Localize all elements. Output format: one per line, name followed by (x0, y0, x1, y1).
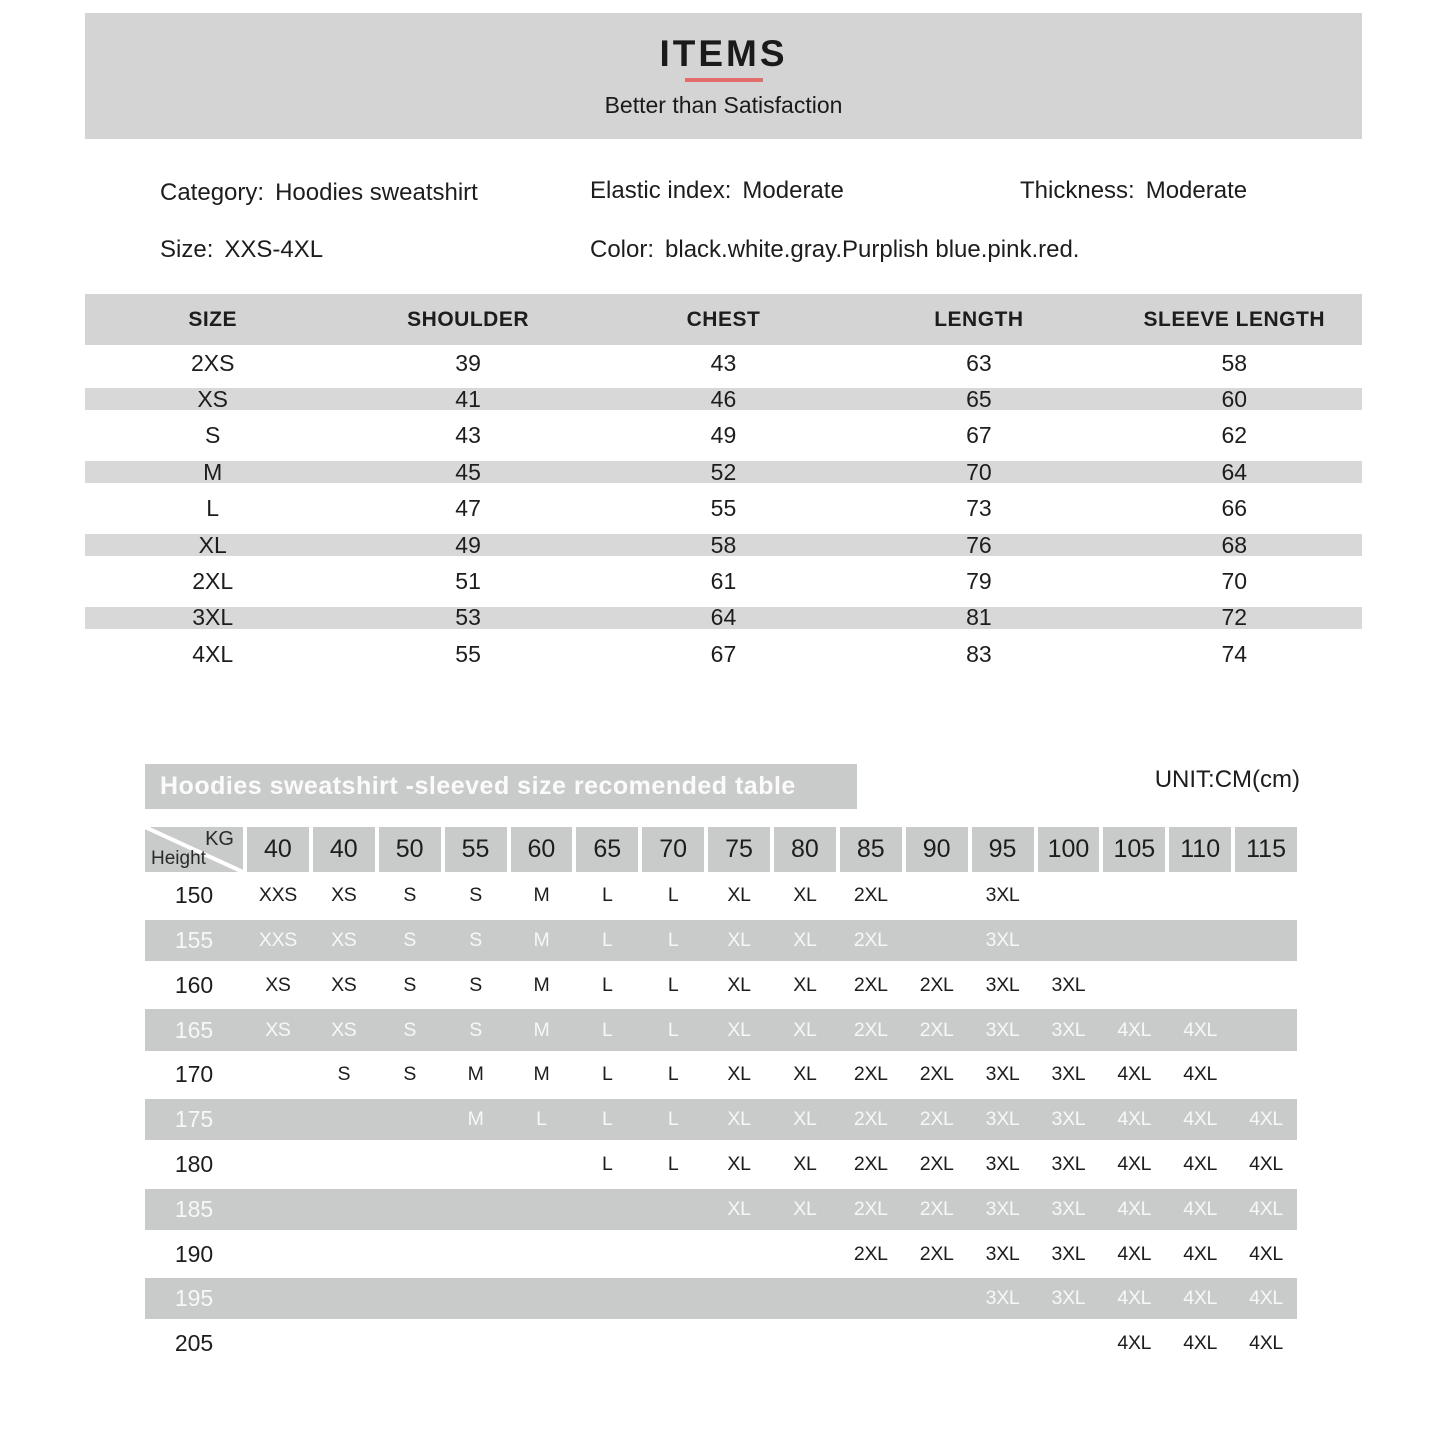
elastic-index-label: Elastic index: (590, 177, 732, 204)
recommended-size-cell: XL (727, 1063, 751, 1086)
recommended-size-cell: M (533, 884, 550, 907)
recommended-size-cell: 2XL (919, 1152, 954, 1175)
thickness-label: Thickness: (1020, 177, 1135, 204)
measurement-cell: 53 (455, 604, 481, 631)
recommend-table-row (145, 1233, 1297, 1274)
recommended-size-cell: 3XL (985, 1018, 1020, 1041)
recommended-size-cell: 2XL (853, 1108, 888, 1131)
size-table-row (85, 345, 1362, 381)
size-table-column-header: SIZE (188, 307, 238, 331)
measurement-cell: 68 (1221, 531, 1248, 558)
recommend-table-row (145, 875, 1297, 916)
weight-column-header: 100 (1038, 827, 1100, 872)
recommended-size-cell: XS (331, 973, 357, 996)
recommended-size-cell: 3XL (1051, 1197, 1086, 1220)
recommend-table-title: Hoodies sweatshirt -sleeved size recomended table (145, 764, 857, 809)
recommended-size-cell: L (667, 1108, 679, 1131)
measurement-cell: 52 (710, 458, 737, 485)
recommended-size-cell: L (602, 928, 613, 951)
measurement-cell: 61 (710, 568, 737, 595)
recommended-size-cell: 4XL (1183, 1152, 1218, 1175)
recommend-table (145, 827, 1297, 1368)
measurement-cell: 45 (455, 458, 481, 485)
weight-column-header: 105 (1103, 827, 1165, 872)
recommended-size-cell: 2XL (919, 1108, 954, 1131)
height-row-label: 175 (174, 1106, 214, 1133)
recommended-size-cell: XL (793, 1063, 817, 1086)
recommended-size-cell: 2XL (919, 1197, 954, 1220)
measurement-cell: 67 (710, 640, 737, 667)
recommended-size-cell: 4XL (1117, 1242, 1152, 1265)
recommended-size-cell: XL (727, 973, 751, 996)
measurement-cell: 58 (710, 531, 737, 558)
size-cell: M (203, 458, 223, 485)
measurement-cell: 62 (1221, 422, 1248, 449)
recommended-size-cell: 4XL (1249, 1197, 1283, 1220)
elastic-index-info (590, 177, 844, 205)
height-row-label: 195 (174, 1285, 214, 1312)
measurement-cell: 43 (455, 422, 481, 449)
size-table-column-header: LENGTH (934, 307, 1024, 331)
recommended-size-cell: 4XL (1183, 1242, 1218, 1265)
category-info (160, 179, 478, 207)
recommended-size-cell: XL (727, 1152, 751, 1175)
recommended-size-cell: M (533, 1063, 550, 1086)
weight-column-header: 90 (906, 827, 968, 872)
height-row-label: 155 (174, 926, 214, 953)
recommended-size-cell: 2XL (919, 1018, 954, 1041)
recommended-size-cell: 2XL (853, 1242, 888, 1265)
recommended-size-cell: L (667, 884, 679, 907)
recommended-size-cell: S (403, 1018, 417, 1041)
recommended-size-cell: M (533, 973, 550, 996)
recommended-size-cell: XL (793, 1018, 817, 1041)
size-cell: 3XL (192, 604, 234, 631)
recommended-size-cell: XXS (258, 928, 297, 951)
recommended-size-cell: L (602, 1063, 613, 1086)
size-table-row (85, 418, 1362, 454)
height-row-label: 190 (174, 1240, 214, 1267)
size-table-body (85, 345, 1362, 673)
recommended-size-cell: XS (265, 973, 291, 996)
recommended-size-cell: XL (793, 1108, 817, 1131)
recommended-size-cell: XL (793, 1197, 817, 1220)
recommended-size-cell: 4XL (1117, 1063, 1152, 1086)
measurement-cell: 81 (966, 604, 992, 631)
color-label: Color: (590, 236, 655, 263)
size-table-row (85, 454, 1362, 490)
size-table-row (85, 636, 1362, 672)
weight-column-header: 65 (576, 827, 638, 872)
size-table-header-row (85, 294, 1362, 345)
recommend-table-row (145, 1054, 1297, 1095)
recommended-size-cell: 3XL (1051, 1108, 1086, 1131)
size-cell: 4XL (192, 640, 234, 667)
size-range-label: Size: (160, 236, 214, 263)
recommended-size-cell: L (602, 1152, 613, 1175)
recommended-size-cell: 3XL (1051, 1063, 1086, 1086)
recommended-size-cell: 4XL (1117, 1197, 1152, 1220)
recommended-size-cell: L (667, 1018, 679, 1041)
measurement-cell: 64 (710, 604, 737, 631)
recommended-size-cell: L (536, 1108, 547, 1131)
recommended-size-cell: 2XL (853, 1152, 888, 1175)
recommended-size-cell: 4XL (1117, 1152, 1152, 1175)
size-table-row (85, 563, 1362, 599)
recommended-size-cell: XL (793, 928, 817, 951)
measurement-cell: 41 (455, 386, 481, 413)
size-cell: 2XS (190, 349, 235, 376)
recommended-size-cell: 4XL (1183, 1332, 1218, 1355)
height-row-label: 180 (174, 1150, 214, 1177)
recommend-table-row (145, 1189, 1297, 1230)
height-label: Height (151, 848, 206, 869)
thickness-info (1020, 177, 1247, 205)
recommended-size-cell: 3XL (985, 1287, 1020, 1310)
recommended-size-cell: L (667, 1152, 679, 1175)
recommended-size-cell: 3XL (985, 1063, 1020, 1086)
recommended-size-cell: XL (727, 928, 751, 951)
size-table-row (85, 381, 1362, 417)
recommended-size-cell: L (602, 1018, 613, 1041)
height-row-label: 170 (174, 1061, 214, 1088)
recommend-table-row (145, 1009, 1297, 1050)
height-row-label: 150 (174, 882, 214, 909)
size-range-value: XXS-4XL (224, 236, 324, 263)
recommend-table-row (145, 1278, 1297, 1319)
size-range-info (160, 236, 323, 264)
recommended-size-cell: 4XL (1183, 1018, 1218, 1041)
size-cell: L (206, 495, 220, 522)
measurement-cell: 60 (1221, 386, 1248, 413)
recommended-size-cell: 3XL (985, 1152, 1020, 1175)
recommended-size-cell: XS (331, 928, 357, 951)
measurement-cell: 46 (710, 386, 737, 413)
measurement-cell: 47 (455, 495, 481, 522)
category-value: Hoodies sweatshirt (275, 179, 478, 206)
recommended-size-cell: M (467, 1108, 484, 1131)
recommended-size-cell: 3XL (985, 1242, 1020, 1265)
recommended-size-cell: 4XL (1249, 1152, 1283, 1175)
recommend-table-row (145, 965, 1297, 1006)
header-banner (85, 13, 1362, 139)
recommended-size-cell: 3XL (1051, 1287, 1086, 1310)
measurement-cell: 83 (966, 640, 992, 667)
measurement-cell: 66 (1221, 495, 1248, 522)
recommended-size-cell: XL (727, 1108, 751, 1131)
size-table-column-header: SLEEVE LENGTH (1143, 307, 1326, 331)
recommended-size-cell: S (469, 1018, 482, 1041)
recommended-size-cell: S (403, 973, 417, 996)
category-label: Category: (160, 179, 265, 206)
weight-column-header: 40 (313, 827, 375, 872)
recommended-size-cell: 4XL (1249, 1108, 1283, 1131)
recommended-size-cell: 4XL (1249, 1287, 1283, 1310)
size-table-column-header: SHOULDER (407, 307, 529, 331)
measurement-cell: 49 (455, 531, 481, 558)
weight-column-header: 85 (840, 827, 902, 872)
size-table-row (85, 600, 1362, 636)
recommended-size-cell: S (469, 973, 482, 996)
weight-column-header: 75 (708, 827, 770, 872)
unit-label: UNIT:CM(cm) (1154, 766, 1300, 793)
recommended-size-cell: 2XL (853, 1197, 888, 1220)
measurement-cell: 55 (455, 640, 481, 667)
measurement-cell: 70 (1221, 568, 1248, 595)
recommended-size-cell: S (403, 928, 417, 951)
measurement-cell: 74 (1221, 640, 1248, 667)
recommended-size-cell: L (602, 1108, 613, 1131)
size-table (85, 294, 1362, 673)
measurement-cell: 63 (966, 349, 992, 376)
recommend-table-row (145, 1099, 1297, 1140)
recommended-size-cell: L (667, 1063, 679, 1086)
recommend-table-row (145, 1323, 1297, 1364)
height-row-label: 160 (174, 971, 214, 998)
recommended-size-cell: 3XL (1051, 1242, 1086, 1265)
recommended-size-cell: L (602, 884, 613, 907)
recommended-size-cell: 3XL (985, 928, 1020, 951)
recommended-size-cell: 2XL (853, 973, 888, 996)
weight-column-header: 50 (379, 827, 441, 872)
recommended-size-cell: 3XL (1051, 973, 1086, 996)
height-row-label: 185 (174, 1195, 214, 1222)
weight-column-header: 95 (972, 827, 1034, 872)
recommended-size-cell: L (602, 973, 613, 996)
measurement-cell: 39 (455, 349, 481, 376)
recommended-size-cell: 4XL (1183, 1287, 1218, 1310)
recommended-size-cell: L (667, 928, 679, 951)
recommended-size-cell: L (667, 973, 679, 996)
size-table-row (85, 491, 1362, 527)
recommended-size-cell: 2XL (853, 1063, 888, 1086)
measurement-cell: 65 (966, 386, 992, 413)
recommended-size-cell: S (469, 884, 482, 907)
recommended-size-cell: 3XL (985, 1108, 1020, 1131)
recommended-size-cell: S (403, 1063, 417, 1086)
measurement-cell: 70 (966, 458, 992, 485)
measurement-cell: 73 (966, 495, 992, 522)
title-underline (685, 78, 763, 82)
recommended-size-cell: 3XL (985, 973, 1020, 996)
recommended-size-cell: 4XL (1183, 1108, 1218, 1131)
measurement-cell: 49 (710, 422, 737, 449)
page-subtitle: Better than Satisfaction (604, 92, 843, 118)
recommended-size-cell: 2XL (853, 928, 888, 951)
weight-column-header: 115 (1235, 827, 1297, 872)
recommended-size-cell: 3XL (1051, 1152, 1086, 1175)
recommended-size-cell: XS (265, 1018, 291, 1041)
recommended-size-cell: 4XL (1249, 1332, 1283, 1355)
recommended-size-cell: 4XL (1117, 1332, 1152, 1355)
size-cell: S (205, 422, 221, 449)
weight-column-header: 80 (774, 827, 836, 872)
recommended-size-cell: M (467, 1063, 484, 1086)
recommended-size-cell: 3XL (985, 1197, 1020, 1220)
recommended-size-cell: 2XL (853, 884, 888, 907)
measurement-cell: 72 (1221, 604, 1248, 631)
recommended-size-cell: XL (727, 1197, 751, 1220)
measurement-cell: 79 (966, 568, 992, 595)
weight-column-header: 60 (511, 827, 573, 872)
recommended-size-cell: 4XL (1117, 1018, 1152, 1041)
recommended-size-cell: 4XL (1117, 1287, 1152, 1310)
weight-column-header: 70 (642, 827, 704, 872)
measurement-cell: 51 (455, 568, 481, 595)
thickness-value: Moderate (1145, 177, 1248, 204)
recommended-size-cell: XS (331, 1018, 357, 1041)
height-row-label: 165 (174, 1016, 214, 1043)
size-cell: XS (197, 386, 229, 413)
recommended-size-cell: XL (727, 884, 751, 907)
recommended-size-cell: 4XL (1117, 1108, 1152, 1131)
recommended-size-cell: 3XL (985, 884, 1020, 907)
recommend-table-body (145, 875, 1297, 1364)
recommended-size-cell: XXS (258, 884, 297, 907)
recommended-size-cell: M (533, 1018, 550, 1041)
size-table-column-header: CHEST (686, 307, 761, 331)
size-cell: XL (198, 531, 227, 558)
recommended-size-cell: 4XL (1183, 1063, 1218, 1086)
kg-label: KG (205, 828, 234, 850)
measurement-cell: 67 (966, 422, 992, 449)
page-title: ITEMS (659, 33, 788, 74)
measurement-cell: 64 (1221, 458, 1248, 485)
size-cell: 2XL (192, 568, 234, 595)
recommended-size-cell: XS (331, 884, 357, 907)
size-table-row (85, 527, 1362, 563)
recommended-size-cell: S (403, 884, 417, 907)
recommend-table-header-row (145, 827, 1297, 872)
recommended-size-cell: XL (793, 1152, 817, 1175)
recommended-size-cell: 4XL (1249, 1242, 1283, 1265)
recommend-table-row (145, 1144, 1297, 1185)
recommended-size-cell: XL (793, 973, 817, 996)
weight-column-header: 110 (1169, 827, 1231, 872)
recommended-size-cell: S (337, 1063, 351, 1086)
measurement-cell: 76 (966, 531, 992, 558)
weight-column-header: 55 (445, 827, 507, 872)
recommended-size-cell: 2XL (919, 973, 954, 996)
weight-column-header: 40 (247, 827, 309, 872)
height-row-label: 205 (174, 1330, 214, 1357)
color-info (590, 236, 1079, 264)
recommended-size-cell: S (469, 928, 482, 951)
measurement-cell: 58 (1221, 349, 1248, 376)
recommended-size-cell: 2XL (919, 1063, 954, 1086)
recommended-size-cell: 3XL (1051, 1018, 1086, 1041)
measurement-cell: 55 (710, 495, 737, 522)
elastic-index-value: Moderate (742, 177, 844, 204)
recommended-size-cell: XL (727, 1018, 751, 1041)
color-value: black.white.gray.Purplish blue.pink.red. (665, 236, 1080, 263)
kg-height-corner-cell (145, 827, 243, 872)
recommended-size-cell: 4XL (1183, 1197, 1218, 1220)
recommended-size-cell: 2XL (919, 1242, 954, 1265)
recommend-table-row (145, 920, 1297, 961)
measurement-cell: 43 (710, 349, 737, 376)
recommended-size-cell: XL (793, 884, 817, 907)
recommended-size-cell: 2XL (853, 1018, 888, 1041)
recommended-size-cell: M (533, 928, 550, 951)
